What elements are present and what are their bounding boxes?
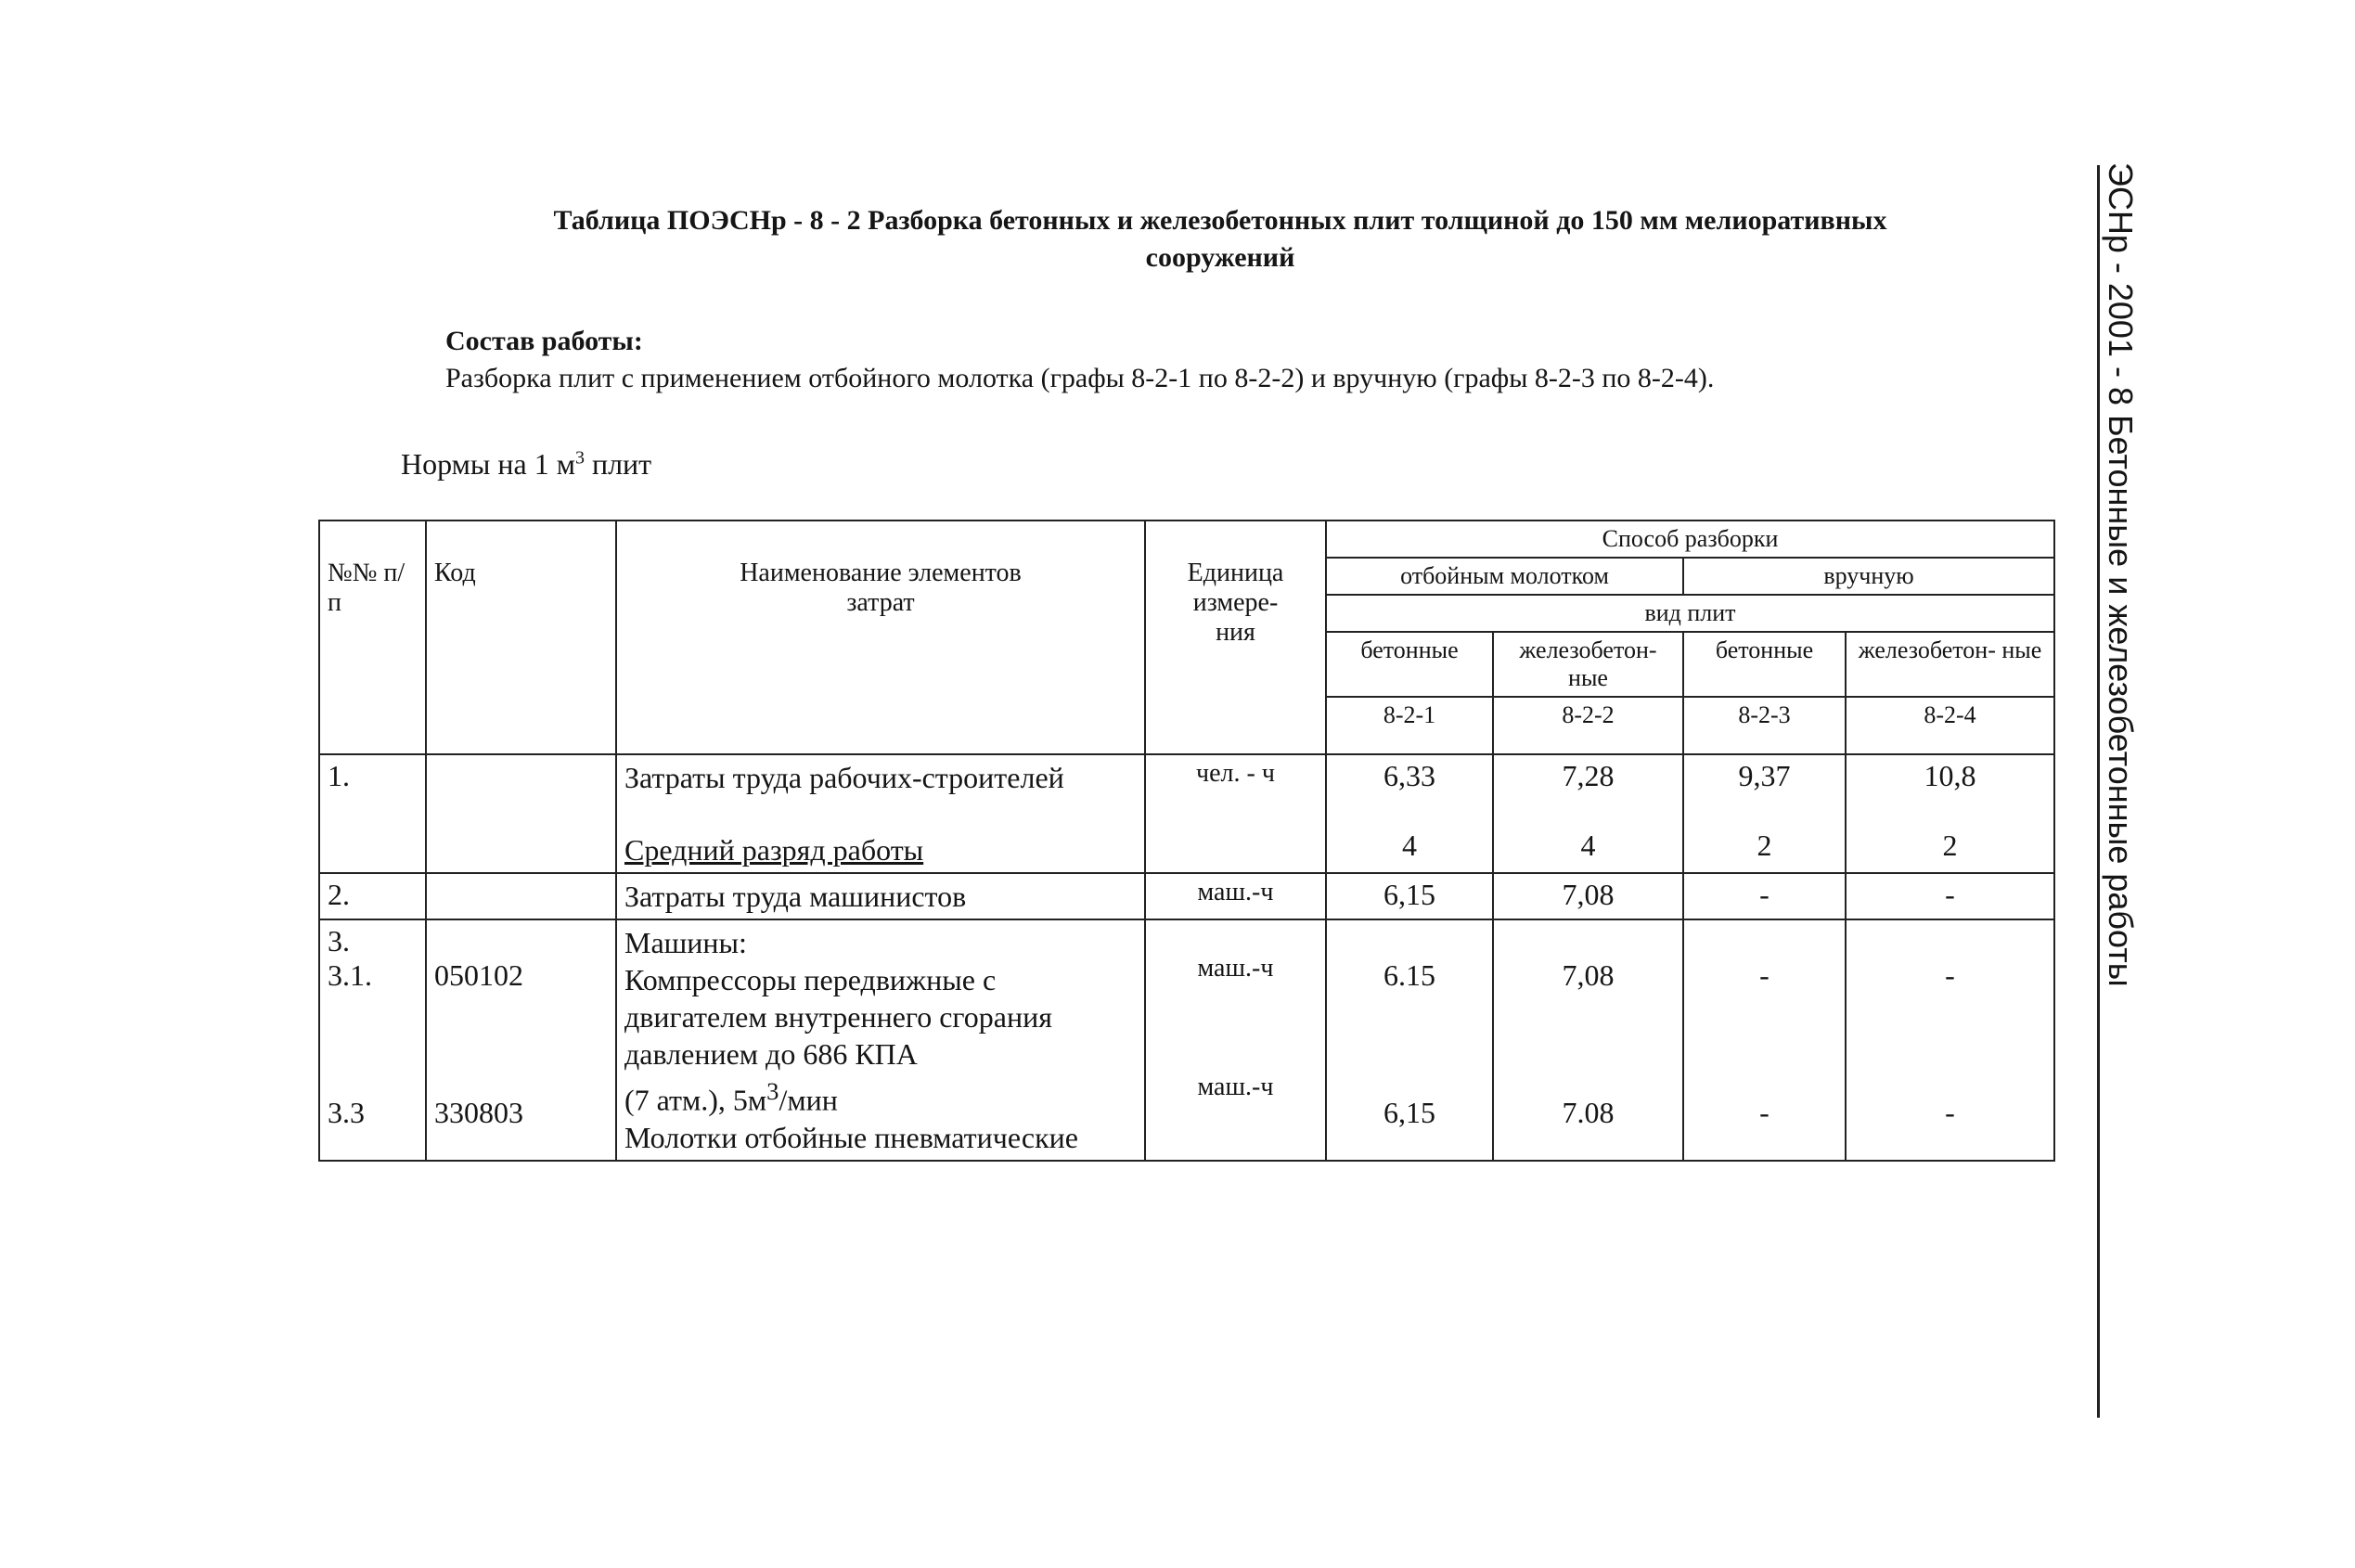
row-num: 3.3 [328, 1096, 365, 1129]
norms-text: Нормы на 1 м [401, 447, 575, 481]
row-value: 2 [1757, 829, 1772, 862]
row-code: 050102 [434, 958, 523, 992]
row-value: 7,28 [1562, 759, 1615, 792]
work-composition [445, 323, 2023, 397]
header-num: №№ п/п [319, 521, 426, 754]
header-col-3: бетонные [1683, 632, 1846, 697]
side-running-title: ЭСНр - 2001 - 8 Бетонные и железобетонные работы [2102, 162, 2140, 987]
norms-table [318, 520, 2055, 1162]
work-heading: Состав работы: [445, 326, 643, 356]
row-value: - [1945, 1096, 1955, 1129]
header-kind: вид плит [1326, 595, 2054, 632]
header-col-4: железобетон- ные [1846, 632, 2054, 697]
norms-suffix: плит [591, 447, 652, 481]
row-unit: маш.-ч [1145, 873, 1326, 919]
row-value: 7,08 [1493, 873, 1683, 919]
row-value: 4 [1402, 829, 1417, 862]
header-method-manual: вручную [1683, 558, 2054, 595]
header-code-3: 8-2-3 [1683, 697, 1846, 754]
header-name: Наименование элементов затрат [616, 521, 1145, 754]
row-value: - [1759, 1096, 1769, 1129]
header-code-2: 8-2-2 [1493, 697, 1683, 754]
row-value: 2 [1942, 829, 1958, 862]
row-unit: чел. - ч [1145, 754, 1326, 873]
row-name-cont: (7 атм.), 5м [624, 1083, 767, 1117]
row-value: 10,8 [1924, 759, 1976, 792]
title-line-1: Таблица ПОЭСНр - 8 - 2 Разборка бетонных и железобетонных плит толщиной до 150 мм мелиоративных [553, 205, 1887, 236]
row-value: - [1683, 873, 1846, 919]
row-value: 4 [1580, 829, 1596, 862]
row-name-tail: /мин [779, 1083, 838, 1117]
row-code [426, 754, 616, 873]
row-num: 3.1. [328, 958, 372, 992]
table-row [319, 919, 2054, 1161]
table-row [319, 873, 2054, 919]
header-method: Способ разборки [1326, 521, 2054, 558]
table-title [390, 202, 2051, 276]
norms-sup: 3 [574, 447, 585, 469]
row-name: Машины: [624, 926, 747, 959]
row-num: 3. [328, 924, 350, 958]
row-value: 7.08 [1562, 1096, 1615, 1129]
header-unit: Единица измере- ния [1145, 521, 1326, 754]
row-unit: маш.-ч [1197, 954, 1274, 983]
header-code-1: 8-2-1 [1326, 697, 1493, 754]
row-name: Компрессоры передвижные с двигателем внутреннего сгорания давлением до 686 КПА [624, 963, 1052, 1071]
row-code [426, 873, 616, 919]
row-value: - [1945, 958, 1955, 992]
header-col-1: бетонные [1326, 632, 1493, 697]
work-text: Разборка плит с применением отбойного молотка (графы 8-2-1 по 8-2-2) и вручную (графы 8-2-3 по 8-2-4). [445, 363, 1715, 393]
row-value: 6,33 [1383, 759, 1435, 792]
row-name-sup: 3 [766, 1077, 779, 1105]
row-value: 6.15 [1383, 958, 1435, 992]
norms-label [401, 447, 651, 482]
table-row [319, 754, 2054, 873]
row-name: Средний разряд работы [624, 833, 924, 867]
header-col-2: железобетон- ные [1493, 632, 1683, 697]
row-name: Молотки отбойные пневматические [624, 1120, 1078, 1154]
title-line-2: сооружений [1145, 242, 1295, 273]
row-unit: маш.-ч [1197, 1073, 1274, 1101]
row-value: 6,15 [1383, 1096, 1435, 1129]
row-value: - [1846, 873, 2054, 919]
row-name: Затраты труда машинистов [616, 873, 1145, 919]
row-value: 7,08 [1562, 958, 1615, 992]
row-num: 2. [319, 873, 426, 919]
row-value: - [1759, 958, 1769, 992]
header-code-4: 8-2-4 [1846, 697, 2054, 754]
row-name: Затраты труда рабочих-строителей [624, 761, 1064, 794]
header-method-hammer: отбойным молотком [1326, 558, 1683, 595]
row-code: 330803 [434, 1096, 523, 1129]
row-num: 1. [319, 754, 426, 873]
header-code: Код [426, 521, 616, 754]
row-value: 6,15 [1326, 873, 1493, 919]
row-value: 9,37 [1738, 759, 1791, 792]
